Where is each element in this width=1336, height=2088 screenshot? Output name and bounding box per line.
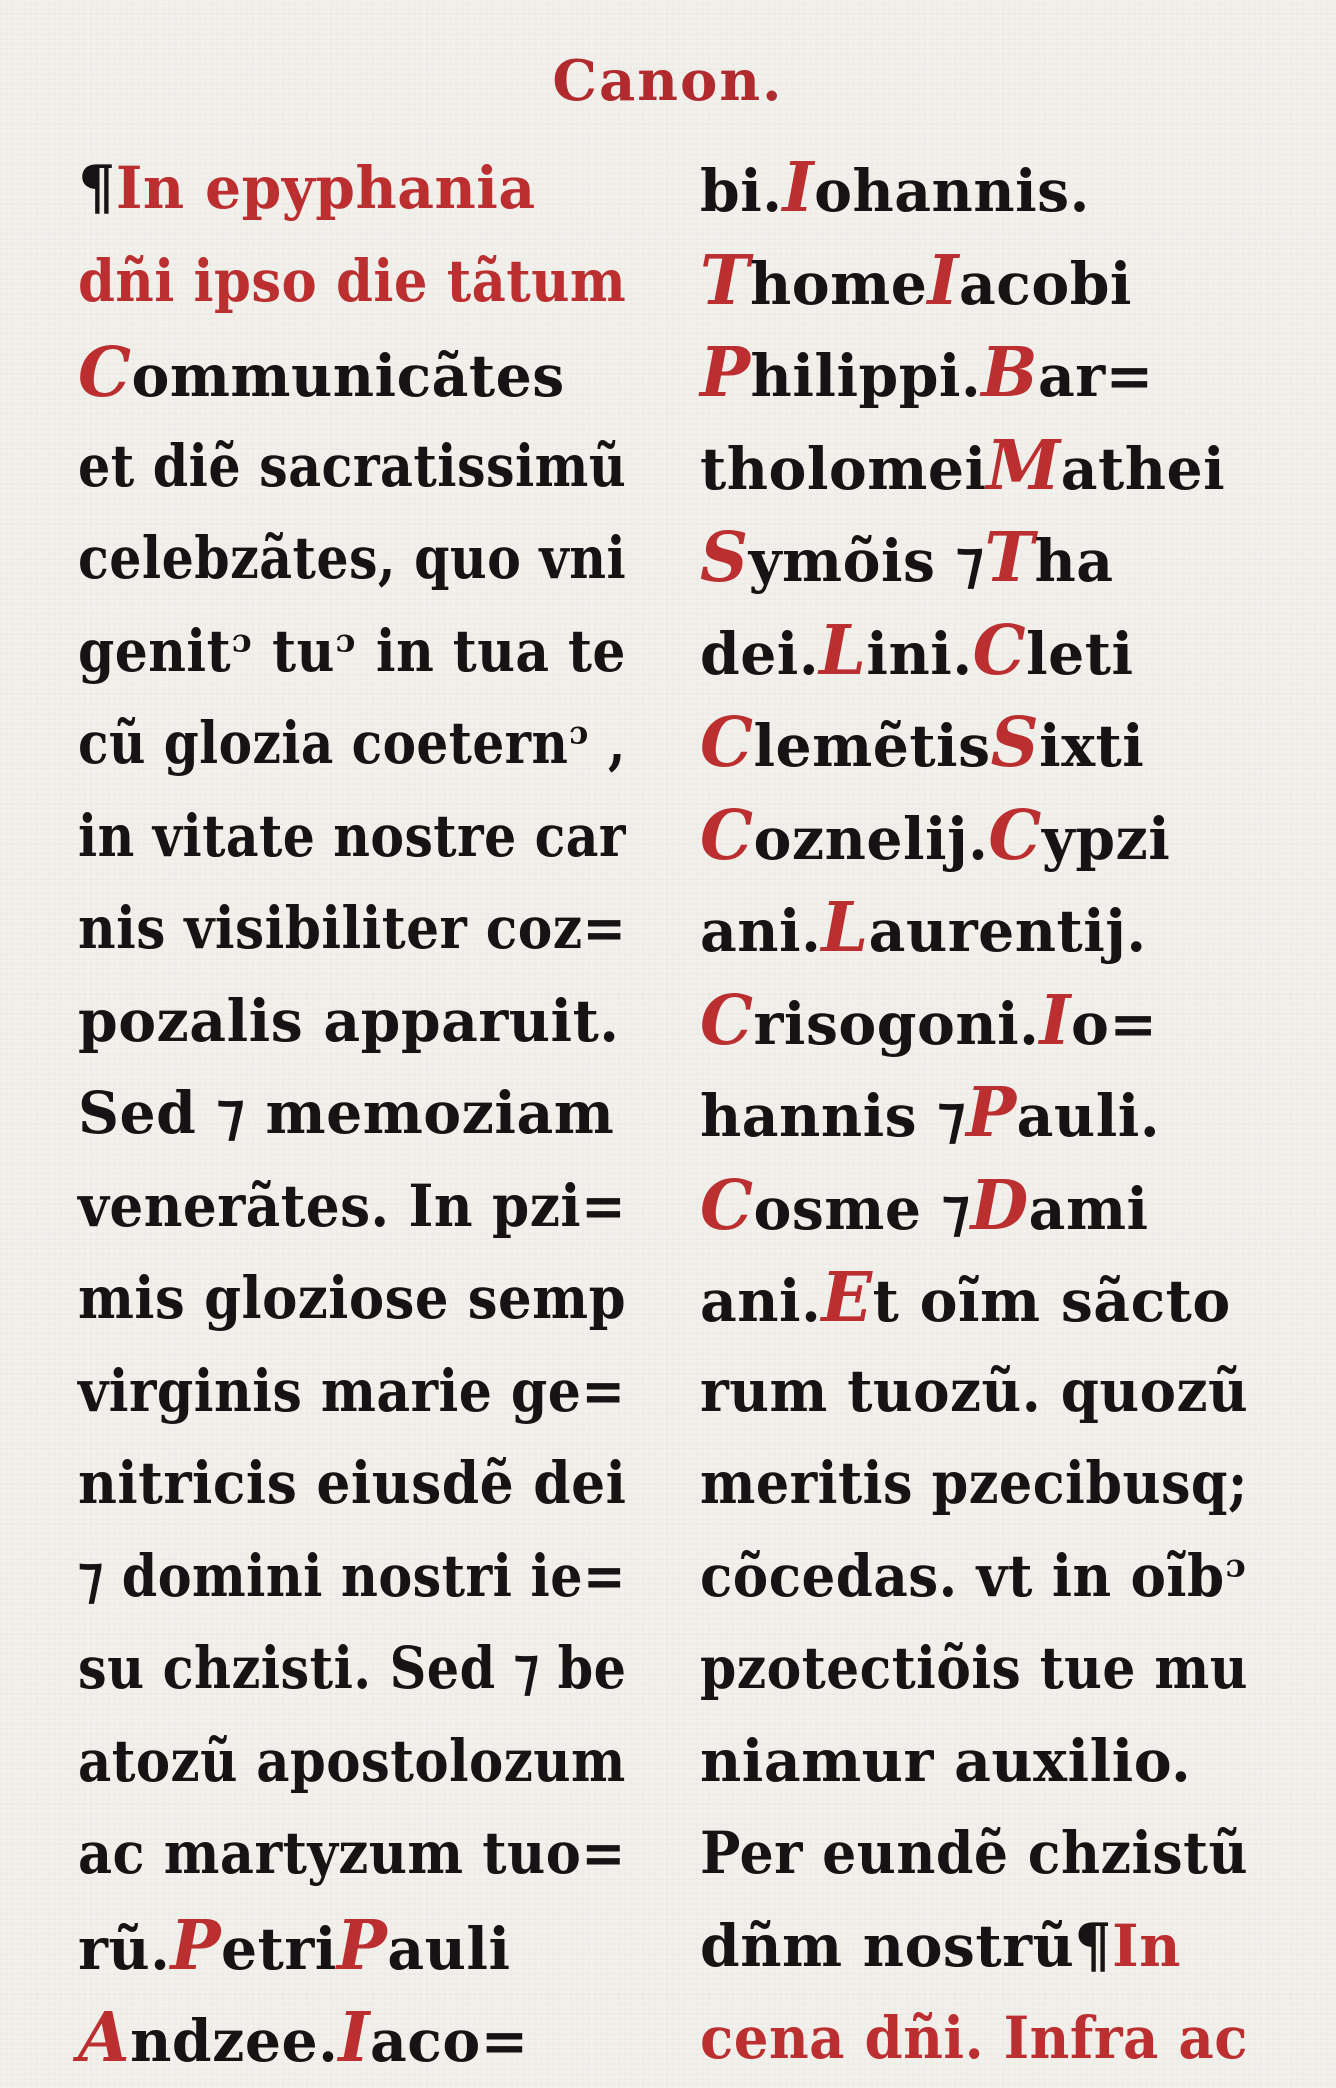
rubric-text: In epyphania <box>115 154 536 222</box>
text-segment: mis gloziose semp <box>78 1264 627 1332</box>
text-segment: ommunicãtes <box>131 342 565 410</box>
left-column-line <box>78 1715 626 1808</box>
right-column-line <box>700 1900 1248 1993</box>
right-column-line <box>700 512 1248 605</box>
text-segment: oznelij. <box>753 804 989 873</box>
text-segment: ⁊ domini nostri ie= <box>78 1541 626 1610</box>
text-segment: ani. <box>700 1267 822 1335</box>
red-initial-capital: M <box>986 425 1061 506</box>
right-column-line <box>700 1807 1249 1900</box>
right-column-line <box>700 1530 1248 1623</box>
text-segment: celebzãtes, quo vni <box>78 524 627 592</box>
red-initial-capital: E <box>821 1258 873 1338</box>
right-column-line <box>700 1252 1248 1345</box>
right-column-line <box>700 327 1248 420</box>
text-segment: leti <box>1026 619 1134 688</box>
red-initial-capital: C <box>700 703 754 783</box>
text-segment: ami <box>1028 1174 1149 1243</box>
text-segment: nis visibiliter coz= <box>78 894 627 962</box>
red-initial-capital: P <box>336 1905 388 1986</box>
right-column-line <box>700 975 1248 1068</box>
right-column-line <box>700 420 1248 513</box>
red-initial-capital: T <box>700 240 751 321</box>
text-segment: su chzisti. Sed ⁊ be <box>78 1634 627 1702</box>
text-segment: cõcedas. vt in oĩbᵓ <box>700 1541 1248 1610</box>
text-segment: ohannis. <box>814 157 1090 225</box>
left-column-line <box>78 1622 627 1715</box>
text-segment: et diẽ sacratissimũ <box>78 431 627 500</box>
text-segment: aco= <box>369 2007 529 2075</box>
right-column-line <box>700 697 1248 790</box>
text-segment: meritis pzecibusq; <box>700 1449 1248 1517</box>
red-initial-capital: P <box>700 333 751 413</box>
left-column-line <box>78 1530 626 1623</box>
right-column-line <box>700 1067 1248 1160</box>
left-column-line <box>78 882 627 975</box>
text-segment: auli. <box>1016 1082 1161 1150</box>
right-column-line <box>700 1715 1248 1808</box>
left-column-line <box>78 327 626 420</box>
red-initial-capital: P <box>966 1073 1017 1153</box>
left-column-line <box>78 1807 626 1900</box>
red-initial-capital: S <box>990 703 1040 783</box>
text-segment: dñm nostrũ <box>700 1911 1075 1980</box>
left-column-line <box>78 235 627 328</box>
left-column-line <box>78 605 626 698</box>
text-segment: ha <box>1034 527 1114 595</box>
text-segment: niamur auxilio. <box>700 1726 1192 1795</box>
right-column-line <box>700 1622 1248 1715</box>
text-segment: ani. <box>700 897 822 965</box>
text-segment: t oĩm sãcto <box>872 1267 1231 1335</box>
left-column-line <box>78 1992 626 2085</box>
page-title: Canon. <box>552 48 784 114</box>
text-segment: aurentij. <box>868 897 1147 965</box>
left-column-line <box>78 420 627 513</box>
red-initial-capital: C <box>700 795 754 876</box>
text-segment: ypzi <box>1041 804 1171 873</box>
left-column-line <box>78 790 626 883</box>
red-initial-capital: B <box>981 333 1038 413</box>
text-segment: virginis marie ge= <box>78 1356 626 1425</box>
text-segment: atozũ apostolozum <box>78 1726 626 1795</box>
text-segment: ac martyzum tuo= <box>78 1819 626 1887</box>
text-segment: dei. <box>700 619 820 688</box>
text-segment: tholomei <box>700 434 987 503</box>
red-initial-capital: I <box>782 148 815 228</box>
right-text-column <box>700 142 1260 2085</box>
red-initial-capital: L <box>819 610 867 691</box>
text-segment: risogoni. <box>753 989 1040 1058</box>
left-text-column <box>78 142 638 2085</box>
text-segment: athei <box>1060 434 1226 503</box>
left-column-line <box>78 512 627 605</box>
text-segment: genitᵓ tuᵓ in tua te <box>78 616 626 685</box>
text-segment: home <box>750 249 928 318</box>
text-segment: ar= <box>1037 342 1154 410</box>
red-initial-capital: P <box>170 1905 221 1986</box>
text-segment: ymõis ⁊ <box>748 527 985 595</box>
text-segment: ndzee. <box>130 2007 339 2075</box>
rubric-text: dñi ipso die tãtum <box>78 246 627 315</box>
left-column-line <box>78 975 626 1068</box>
right-column-line <box>700 882 1248 975</box>
pilcrow-mark: ¶ <box>78 153 116 223</box>
red-initial-capital: I <box>1039 980 1072 1061</box>
right-column-line <box>700 605 1248 698</box>
left-column-line <box>78 1345 626 1438</box>
right-column-line <box>700 1345 1249 1438</box>
red-initial-capital: D <box>970 1165 1029 1246</box>
left-column-line <box>78 142 626 235</box>
text-segment: o= <box>1071 989 1158 1058</box>
left-column-line <box>78 697 626 790</box>
right-column-line <box>700 1160 1248 1253</box>
left-column-line <box>78 1160 627 1253</box>
pilcrow-mark: ¶ <box>1074 1910 1113 1981</box>
text-segment: nitricis eiusdẽ dei <box>78 1449 627 1517</box>
text-segment: pzotectiõis tue mu <box>700 1634 1248 1702</box>
red-initial-capital: A <box>78 1998 131 2078</box>
text-segment: Per eundẽ chzistũ <box>700 1819 1249 1887</box>
red-initial-capital: C <box>988 795 1042 876</box>
text-segment: rũ. <box>78 1914 171 1983</box>
text-segment: auli <box>387 1914 511 1983</box>
right-column-line <box>700 235 1248 328</box>
red-initial-capital: C <box>700 980 754 1061</box>
red-initial-capital: C <box>700 1165 754 1246</box>
text-segment: lemẽtis <box>753 712 991 780</box>
left-column-line <box>78 1437 627 1530</box>
left-column-line <box>78 1900 626 1993</box>
text-segment: ixti <box>1039 712 1145 780</box>
red-initial-capital: C <box>78 333 132 413</box>
red-initial-capital: I <box>338 1998 370 2078</box>
text-segment: acobi <box>959 249 1132 318</box>
text-segment: Sed ⁊ memoziam <box>78 1079 615 1147</box>
text-segment: etri <box>220 1914 337 1983</box>
text-segment: hannis ⁊ <box>700 1082 967 1150</box>
rubric-text: cena dñi. Infra ac <box>700 2004 1249 2072</box>
text-segment: bi. <box>700 157 783 225</box>
text-segment: rum tuozũ. quozũ <box>700 1356 1249 1425</box>
red-initial-capital: I <box>927 240 960 321</box>
text-segment: venerãtes. In pzi= <box>78 1171 627 1240</box>
text-segment: osme ⁊ <box>753 1174 971 1243</box>
right-column-line <box>700 790 1248 883</box>
text-segment: pozalis apparuit. <box>78 986 620 1055</box>
text-segment: in vitate nostre car <box>78 801 626 870</box>
text-segment: hilippi. <box>750 342 982 410</box>
rubric-text: In <box>1112 1911 1181 1980</box>
right-column-line <box>700 142 1248 235</box>
red-initial-capital: C <box>972 610 1027 691</box>
text-segment: cũ glozia coeternᵓ , <box>78 709 626 777</box>
text-segment: ini. <box>866 619 973 688</box>
right-column-line <box>700 1437 1248 1530</box>
left-column-line <box>78 1067 626 1160</box>
red-initial-capital: L <box>821 888 869 968</box>
red-initial-capital: T <box>984 518 1035 598</box>
red-initial-capital: S <box>700 518 749 598</box>
left-column-line <box>78 1252 627 1345</box>
right-column-line <box>700 1992 1249 2085</box>
